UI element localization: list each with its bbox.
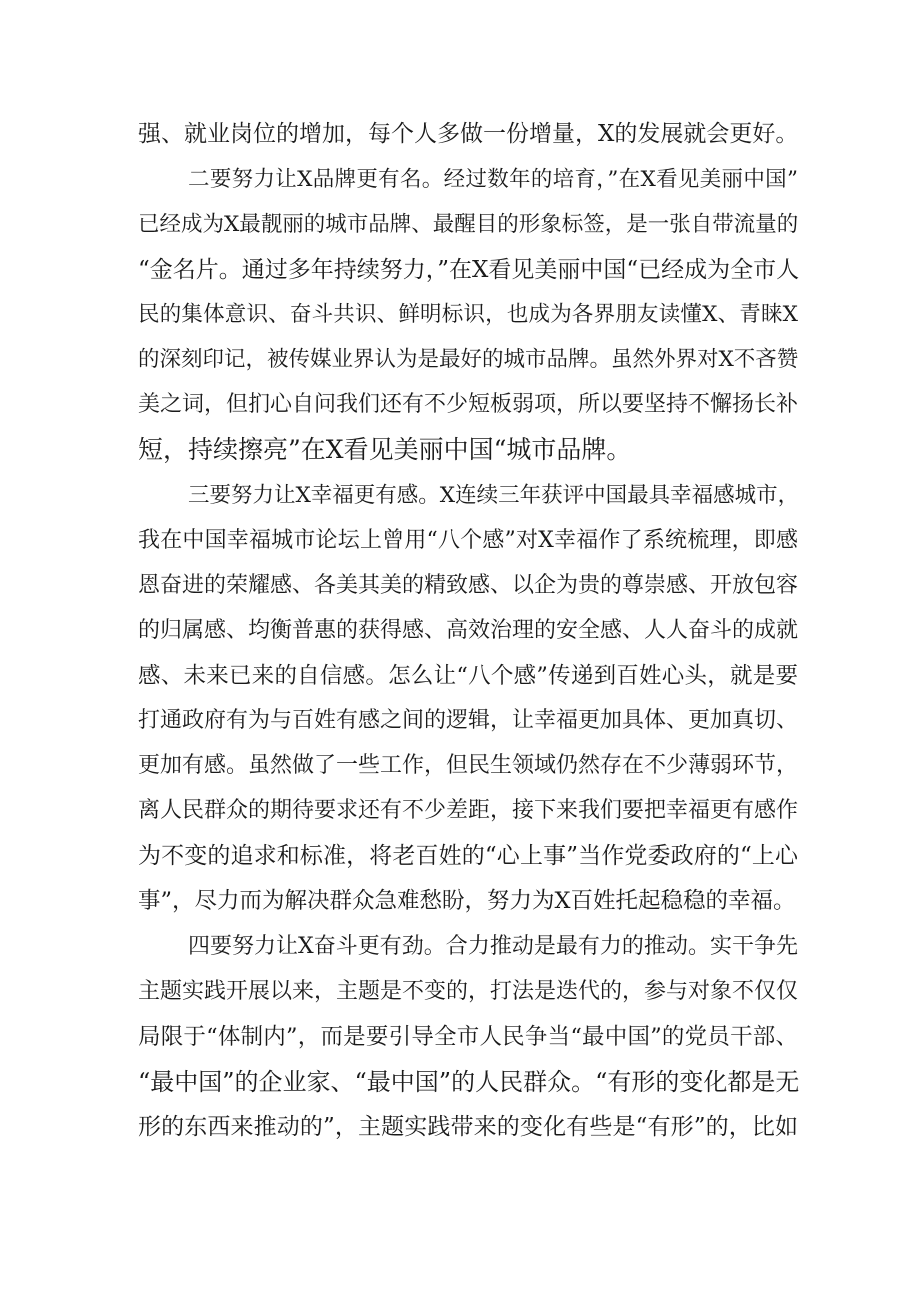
text-line: 强、就业岗位的增加，每个人多做一份增量，X的发展就会更好。 [138, 121, 799, 147]
text-line: 离人民群众的期待要求还有不少差距，接下来我们要把幸福更有感作 [138, 798, 799, 823]
text-line: 恩奋进的荣耀感、各美其美的精致感、以企为贵的尊崇感、开放包容 [138, 573, 799, 598]
text-line: 更加有感。虽然做了一些工作，但民生领域仍然存在不少薄弱环节， [138, 753, 799, 778]
text-line: 的深刻印记，被传媒业界认为是最好的城市品牌。虽然外界对X不吝赞 [138, 347, 799, 372]
text-line: 的归属感、均衡普惠的获得感、高效治理的安全感、人人奋斗的成就 [138, 618, 799, 643]
text-line: 形的东西来推动的”，主题实践带来的变化有些是“有形”的，比如 [138, 1114, 798, 1140]
text-line: 主题实践开展以来，主题是不变的，打法是迭代的，参与对象不仅仅 [138, 979, 799, 1004]
text-line: 我在中国幸福城市论坛上曾用“八个感”对X幸福作了系统梳理，即感 [138, 528, 798, 553]
text-line: 已经成为X最靓丽的城市品牌、最醒目的形象标签，是一张自带流量的 [138, 212, 799, 237]
text-line: 感、未来已来的自信感。怎么让“八个感”传递到百姓心头，就是要 [138, 663, 798, 689]
text-line: 民的集体意识、奋斗共识、鲜明标识，也成为各界朋友读懂X、青睐X [138, 302, 798, 327]
text-line: 短，持续擦亮”在X看见美丽中国“城市品牌。 [138, 435, 632, 464]
text-line: 打通政府有为与百姓有感之间的逻辑，让幸福更加具体、更加真切、 [138, 708, 799, 733]
text-line: 美之词，但扪心自问我们还有不少短板弱项，所以要坚持不懈扬长补 [138, 392, 799, 417]
text-line: 四要努力让X奋斗更有劲。合力推动是最有力的推动。实干争先 [188, 934, 798, 959]
text-line: “最中国”的企业家、“最中国”的人民群众。“有形的变化都是无 [138, 1068, 800, 1096]
text-line: “金名片。通过多年持续努力，”在X看见美丽中国“已经成为全市人 [138, 257, 800, 283]
text-line: 局限于“体制内”，而是要引导全市人民争当“最中国”的党员干部、 [138, 1024, 798, 1050]
text-line: 三要努力让X幸福更有感。X连续三年获评中国最具幸福感城市， [188, 483, 800, 508]
text-line: 事”，尽力而为解决群众急难愁盼，努力为X百姓托起稳稳的幸福。 [138, 888, 796, 914]
text-line: 为不变的追求和标准，将老百姓的“心上事”当作党委政府的“上心 [138, 843, 798, 869]
text-line: 二要努力让X品牌更有名。经过数年的培育，”在X看见美丽中国” [188, 167, 798, 192]
